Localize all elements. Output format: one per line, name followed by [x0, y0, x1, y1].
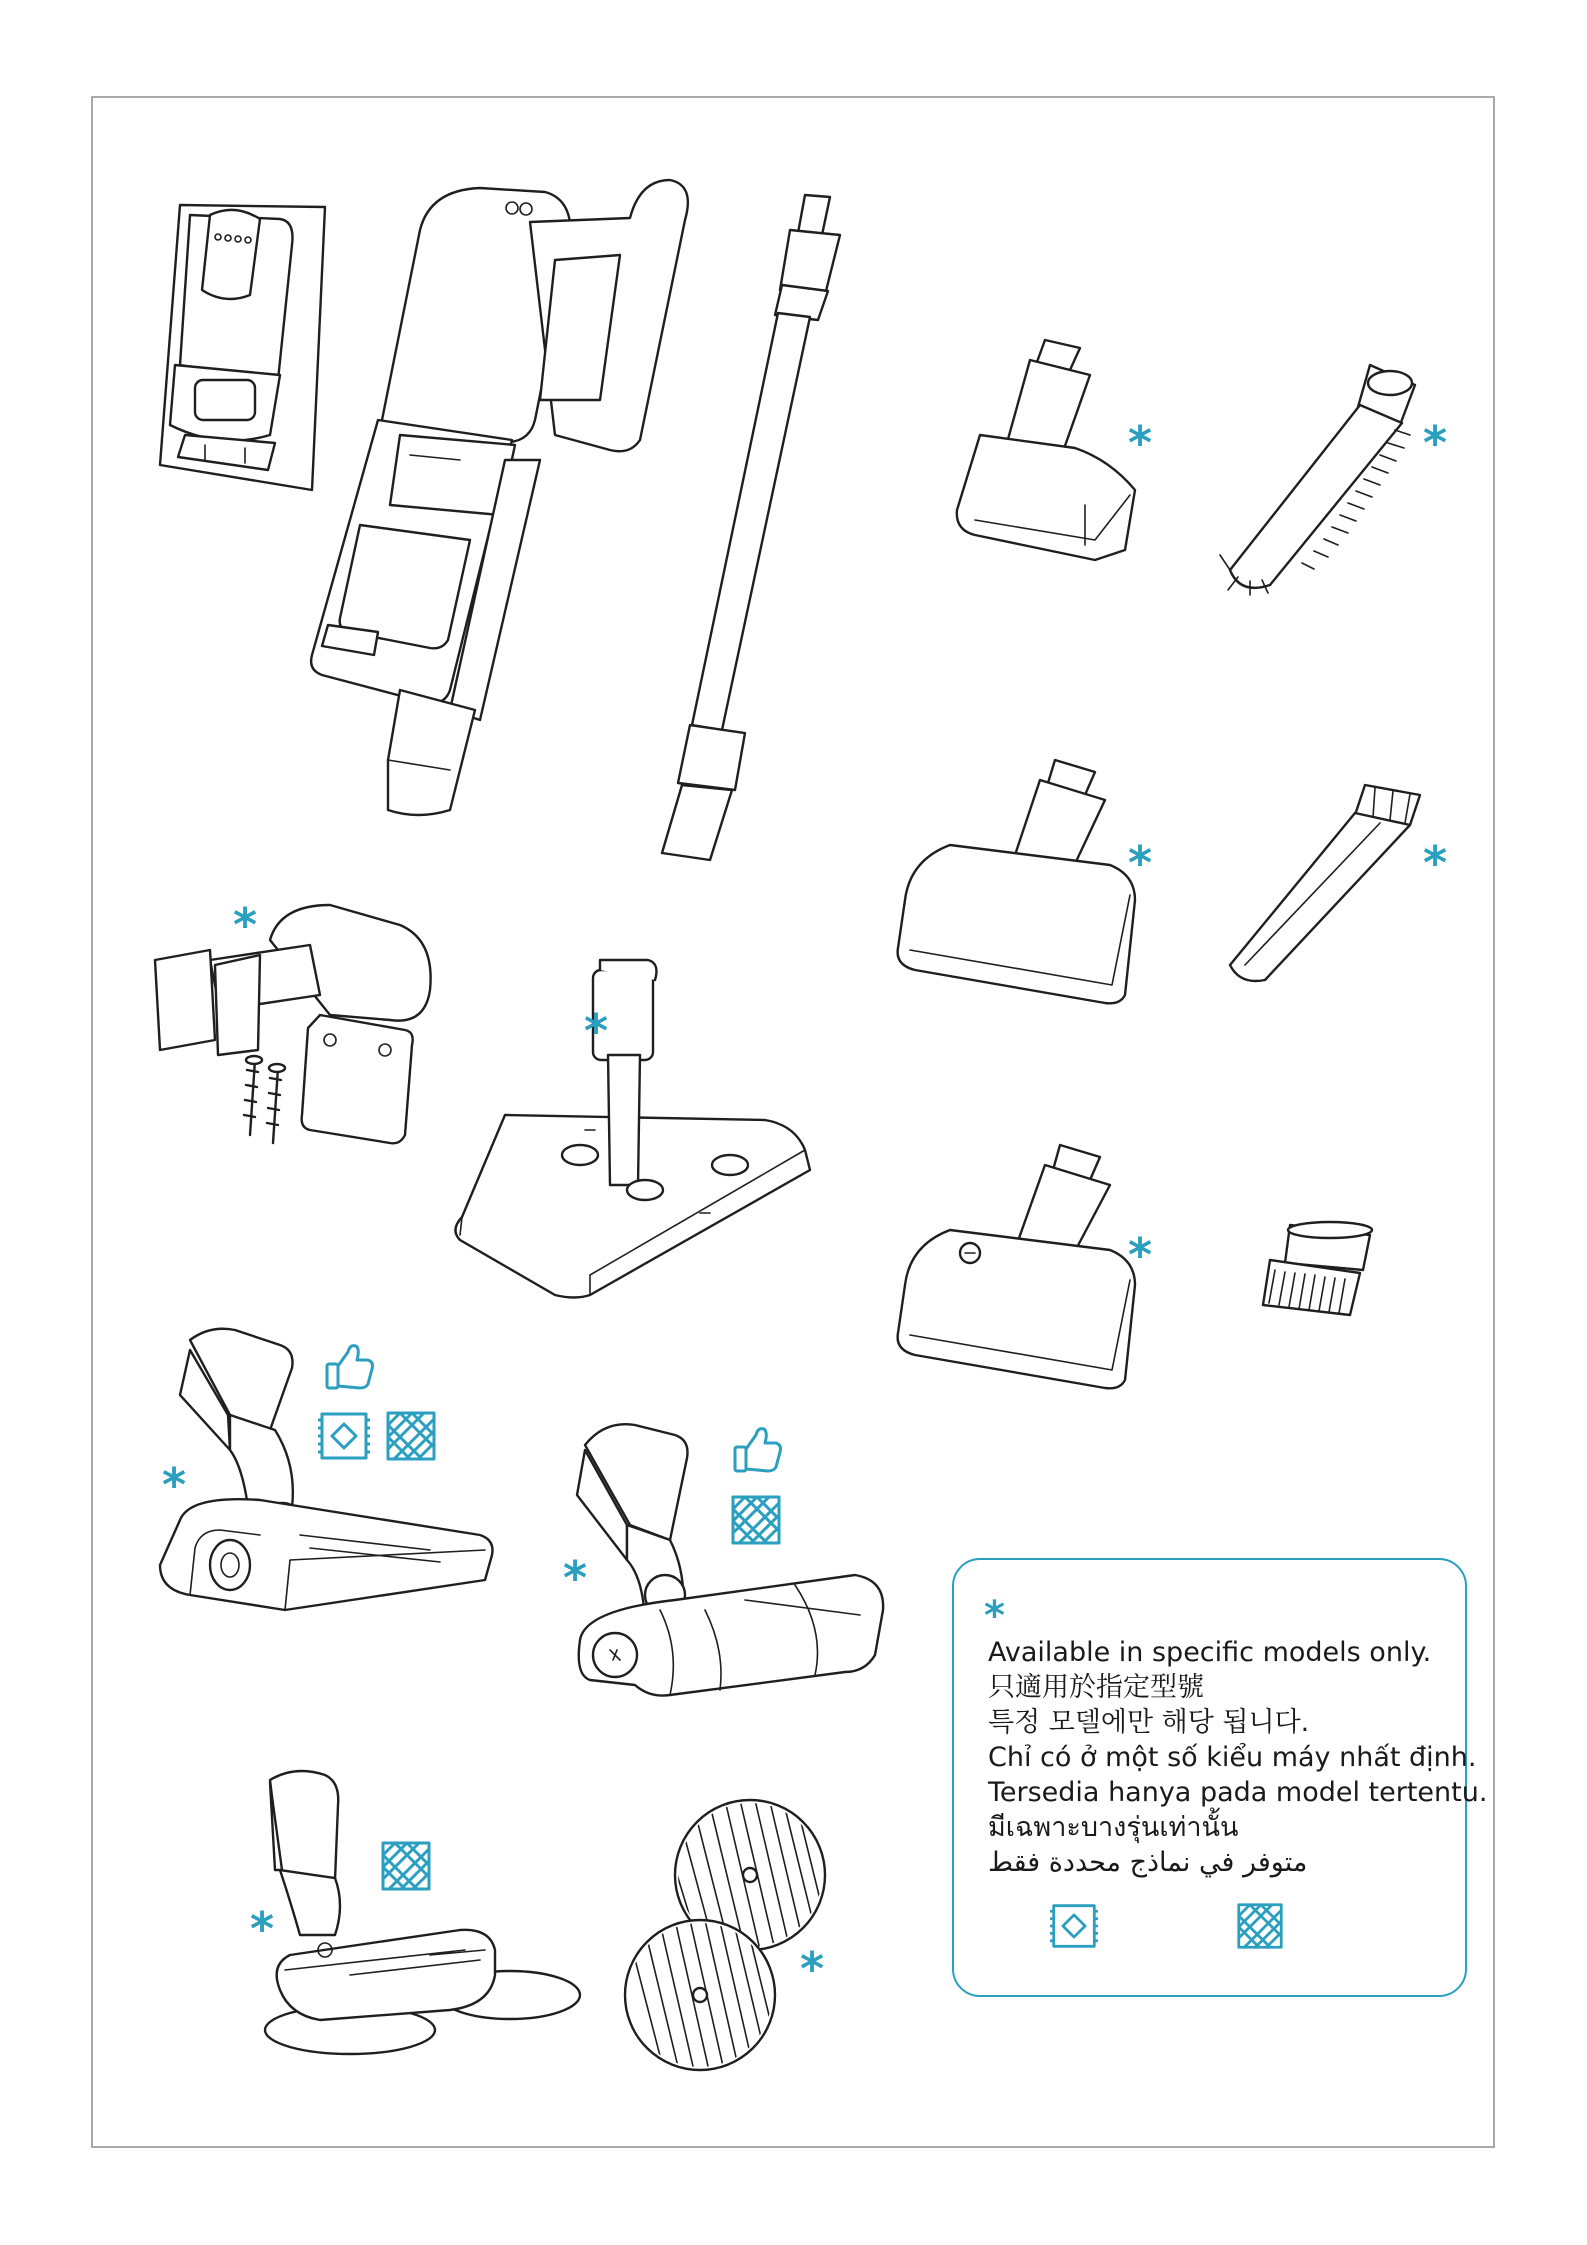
hard-floor-herringbone-icon — [730, 1494, 782, 1546]
availability-asterisk: * — [1127, 416, 1153, 470]
availability-asterisk: * — [1127, 1228, 1153, 1282]
note-line-english: Available in specific models only. — [988, 1637, 1432, 1668]
availability-asterisk: * — [1422, 416, 1448, 470]
note-line-vietnamese: Chỉ có ở một số kiểu máy nhất định. — [988, 1742, 1477, 1773]
floor-stand — [450, 955, 825, 1305]
hard-floor-herringbone-icon — [380, 1840, 432, 1892]
note-line-chinese: 只適用於指定型號 — [988, 1672, 1204, 1703]
hard-floor-herringbone-icon — [385, 1410, 437, 1462]
availability-note — [952, 1558, 1488, 1997]
dusting-brush — [1210, 355, 1430, 595]
carpet-diamond-icon — [318, 1410, 370, 1462]
availability-asterisk: * — [232, 898, 258, 952]
note-asterisk: * — [984, 1593, 1005, 1639]
availability-asterisk: * — [562, 1551, 588, 1605]
crevice-tool — [1215, 775, 1440, 990]
small-brush-tool — [1255, 1215, 1380, 1330]
note-line-thai: มีเฉพาะบางรุ่นเท่านั้น — [988, 1812, 1239, 1843]
note-line-indonesian: Tersedia hanya pada model tertentu. — [988, 1777, 1488, 1808]
soft-roller-floor-nozzle — [555, 1410, 890, 1710]
availability-asterisk: * — [161, 1458, 187, 1512]
availability-asterisk: * — [1127, 836, 1153, 890]
availability-asterisk: * — [583, 1004, 609, 1058]
note-line-korean: 특정 모델에만 해당 됩니다. — [988, 1707, 1310, 1738]
thumbs-up-icon — [322, 1340, 376, 1394]
availability-asterisk: * — [249, 1902, 275, 1956]
availability-asterisk: * — [799, 1942, 825, 1996]
availability-asterisk: * — [1422, 836, 1448, 890]
handheld-vacuum-body — [300, 170, 690, 825]
carpet-diamond-icon — [1050, 1902, 1098, 1950]
thumbs-up-icon — [730, 1423, 784, 1477]
mop-head — [250, 1760, 585, 2055]
wall-bracket-with-screws — [150, 900, 440, 1155]
note-line-arabic: متوفر في نماذج محددة فقط — [988, 1847, 1308, 1878]
upholstery-tool — [890, 750, 1150, 1010]
uv-bed-tool — [885, 1135, 1150, 1400]
extension-wand — [650, 185, 875, 865]
mop-pads — [625, 1790, 845, 2085]
hard-floor-herringbone-icon — [1236, 1902, 1284, 1950]
